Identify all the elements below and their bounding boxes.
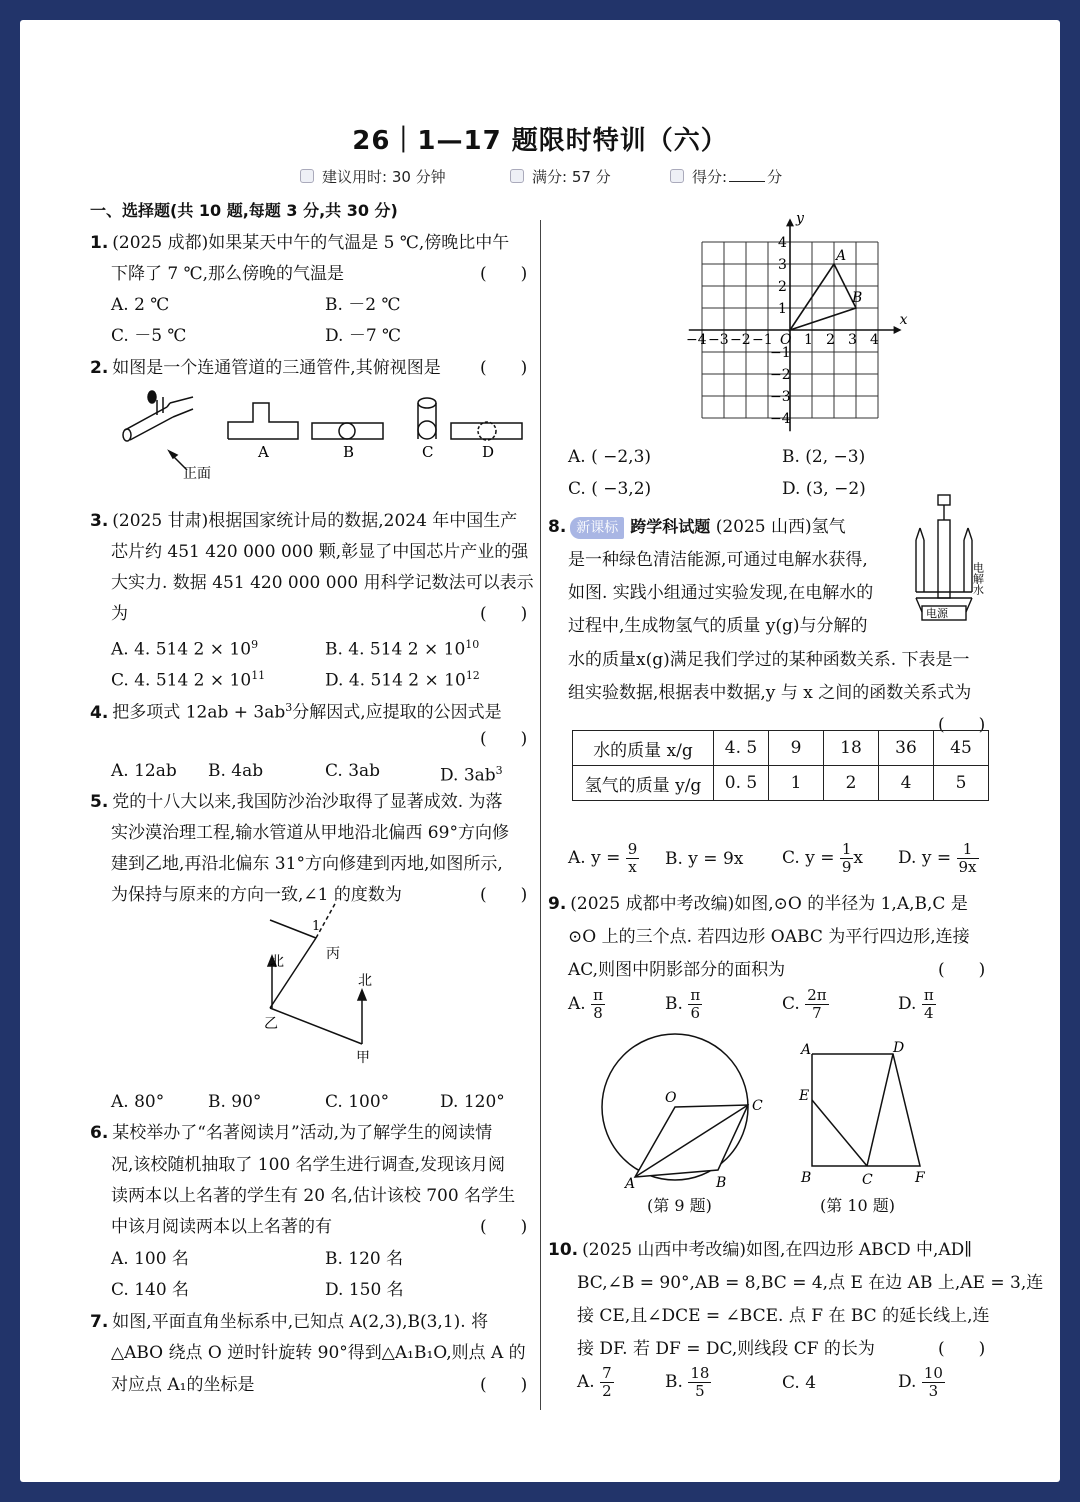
q10-caption: (第 10 题) <box>820 1196 896 1215</box>
frac-denominator: 5 <box>695 1382 705 1400</box>
q4-number: 4. <box>90 702 109 723</box>
q2-option-b-shape[interactable] <box>312 423 383 439</box>
table-cell: 0. 5 <box>714 766 769 801</box>
q5-option-d[interactable]: D. 120° <box>440 1092 505 1112</box>
q4-text-b: 分解因式,应提取的公因式是 <box>292 702 502 723</box>
q5-north-right: 北 <box>358 973 372 989</box>
q8-option-a-frac <box>626 841 640 876</box>
table-cell: 4 <box>879 766 934 801</box>
q6-number: 6. <box>90 1123 109 1143</box>
q5-option-c[interactable]: C. 100° <box>325 1092 390 1112</box>
frac-denominator: x <box>628 858 637 876</box>
q3-line-4: 为 <box>111 604 128 624</box>
q10-label-a: A <box>801 1042 812 1058</box>
frac-denominator: 8 <box>593 1004 603 1022</box>
time-info <box>300 166 446 187</box>
table-cell: 2 <box>824 766 879 801</box>
frac-numerator: 2π <box>807 986 827 1004</box>
frac-denominator: 9x <box>958 858 977 876</box>
q5-north-left: 北 <box>270 954 284 970</box>
q10-line-3: 接 CE,且∠DCE = ∠BCE. 点 F 在 BC 的延长线上,连 <box>577 1306 990 1326</box>
clock-icon <box>300 169 314 183</box>
q4-option-d-text: D. 3ab <box>440 765 496 786</box>
frac-numerator: 9 <box>627 840 638 858</box>
table-cell: 4. 5 <box>714 731 769 766</box>
q9-option-a[interactable] <box>568 984 605 1024</box>
q2-number: 2. <box>90 358 109 378</box>
q1-option-c[interactable]: C. －5 ℃ <box>111 326 187 346</box>
q5-label-jia: 甲 <box>356 1050 370 1066</box>
y-tick-label: −1 <box>770 345 791 361</box>
q5-angle-1: 1 <box>312 919 321 934</box>
q1-option-a[interactable]: A. 2 ℃ <box>111 295 170 315</box>
x-axis-label: x <box>899 312 908 328</box>
y-tick-label: 4 <box>778 235 787 251</box>
x-tick-label: −3 <box>708 332 729 348</box>
q9-line-2: ⊙O 上的三个点. 若四边形 OABC 为平行四边形,连接 <box>568 927 970 947</box>
q7-answer-bracket[interactable]: ( ) <box>480 1375 528 1395</box>
q2-option-a-shape[interactable] <box>228 403 298 439</box>
table-row <box>573 731 989 766</box>
q10-option-d-letter: D. <box>898 1372 917 1392</box>
q10-label-b: B <box>801 1170 812 1186</box>
q7-line-1 <box>90 1311 488 1333</box>
frac-numerator: 1 <box>841 840 852 858</box>
q8-cross-subject-label: 跨学科试题 <box>630 517 711 536</box>
point-b-label: B <box>852 290 863 306</box>
q5-text: 党的十八大以来,我国防沙治沙取得了显著成效. 为落 <box>112 792 503 812</box>
q2-line-1 <box>90 357 441 379</box>
q9-text: (2025 成都中考改编)如图,⊙O 的半径为 1,A,B,C 是 <box>570 894 968 914</box>
q9-line-1 <box>548 893 968 915</box>
q4-option-a[interactable]: A. 12ab <box>111 761 177 781</box>
q2-answer-bracket[interactable]: ( ) <box>480 358 528 378</box>
q7-coordinate-grid <box>665 202 908 434</box>
q8-data-table <box>572 730 989 801</box>
q10-quadrilateral-figure <box>795 1040 940 1192</box>
q3-option-d-text: D. 4. 514 2 × 10 <box>325 670 466 691</box>
q5-line-2: 实沙漠治理工程,输水管道从甲地沿北偏西 69°方向修 <box>111 823 509 843</box>
q8-electrolysis-figure <box>908 490 1000 620</box>
q10-option-a-letter: A. <box>577 1372 595 1392</box>
q3-option-c-exp: 11 <box>251 669 266 682</box>
q9-number: 9. <box>548 894 567 914</box>
q2-text: 如图是一个连通管道的三通管件,其俯视图是 <box>112 358 441 378</box>
q5-direction-figure <box>250 890 400 1065</box>
score-icon <box>510 169 524 183</box>
q8-power-label: 电源 <box>926 607 948 620</box>
q8-option-a[interactable] <box>568 838 639 878</box>
q10-answer-bracket[interactable]: ( ) <box>938 1339 986 1359</box>
q8-source: (2025 山西)氢气 <box>715 517 846 537</box>
q5-option-b[interactable]: B. 90° <box>208 1092 262 1112</box>
q1-line-1 <box>90 232 509 254</box>
q6-text: 某校举办了“名著阅读月”活动,为了解学生的阅读情 <box>112 1123 493 1143</box>
q10-label-e: E <box>799 1088 810 1104</box>
q3-answer-bracket[interactable]: ( ) <box>480 604 528 624</box>
table-cell: 5 <box>934 766 989 801</box>
table-cell: 18 <box>824 731 879 766</box>
frac-numerator: 7 <box>602 1364 612 1382</box>
q1-option-d[interactable]: D. －7 ℃ <box>325 326 402 346</box>
frac-numerator: π <box>593 986 603 1004</box>
q8-option-a-text: A. y = <box>568 848 621 868</box>
q8-option-b[interactable]: B. y = 9x <box>665 849 744 869</box>
section-heading: 一、选择题(共 10 题,每题 3 分,共 30 分) <box>90 201 398 220</box>
q9-label-c: C <box>752 1098 763 1114</box>
q7-option-a[interactable]: A. ( −2,3) <box>568 447 652 467</box>
q9-option-c-frac <box>805 987 828 1022</box>
table-cell: 36 <box>879 731 934 766</box>
q10-option-d-frac <box>922 1365 945 1400</box>
q8-number: 8. <box>548 517 567 537</box>
q3-option-b-exp: 10 <box>465 638 480 651</box>
q10-option-a-frac <box>600 1365 614 1400</box>
q1-option-b[interactable]: B. －2 ℃ <box>325 295 401 315</box>
q8-line-3: 如图. 实践小组通过实验发现,在电解水的 <box>568 583 874 603</box>
q8-line-5: 水的质量x(g)满足我们学过的某种函数关系. 下表是一 <box>568 650 970 670</box>
q8-line-4: 过程中,生成物氢气的质量 y(g)与分解的 <box>568 616 868 636</box>
q4-option-b[interactable]: B. 4ab <box>208 761 264 781</box>
q2-front-label: 正面 <box>183 466 211 482</box>
q5-number: 5. <box>90 792 109 812</box>
frac-denominator: 7 <box>812 1004 822 1022</box>
q5-line-4: 为保持与原来的方向一致,∠1 的度数为 <box>111 885 402 905</box>
x-tick-label: −4 <box>686 332 707 348</box>
q9-line-3: AC,则图中阴影部分的面积为 <box>568 960 786 980</box>
score-blank[interactable] <box>729 181 765 182</box>
q7-line-2: △ABO 绕点 O 逆时针旋转 90°得到△A₁B₁O,则点 A 的 <box>111 1343 526 1363</box>
q9-option-d-letter: D. <box>898 994 917 1014</box>
frac-denominator: 6 <box>690 1004 701 1022</box>
q10-line-4: 接 DF. 若 DF = DC,则线段 CF 的长为 <box>577 1339 875 1359</box>
q9-answer-bracket[interactable]: ( ) <box>938 960 986 980</box>
table-row <box>573 766 989 801</box>
y-axis-arrow <box>786 218 794 226</box>
q1-number: 1. <box>90 233 109 253</box>
q7-option-b[interactable]: B. (2, −3) <box>782 447 866 467</box>
q6-answer-bracket[interactable]: ( ) <box>480 1217 528 1237</box>
q10-option-a[interactable] <box>577 1362 614 1402</box>
q2-option-d-shape[interactable] <box>451 422 522 440</box>
new-curriculum-badge: 新课标 <box>570 517 624 539</box>
q8-option-c-text: C. y = <box>782 848 835 868</box>
q10-label-c: C <box>862 1172 873 1188</box>
frac-denominator: 4 <box>924 1004 934 1022</box>
q2-label-d: D <box>482 443 495 461</box>
q10-number: 10. <box>548 1240 579 1260</box>
q8-line-2: 是一种绿色清洁能源,可通过电解水获得, <box>568 550 868 570</box>
q7-text: 如图,平面直角坐标系中,已知点 A(2,3),B(3,1). 将 <box>112 1312 489 1332</box>
q3-line-1 <box>90 510 517 532</box>
x-tick-label: 2 <box>826 332 835 348</box>
q3-option-d[interactable] <box>325 665 480 692</box>
got-prefix: 得分: <box>692 168 728 186</box>
time-label: 建议用时: 30 分钟 <box>322 168 446 186</box>
q3-option-c[interactable] <box>111 665 265 692</box>
q6-option-a[interactable]: A. 100 名 <box>111 1249 189 1269</box>
q6-line-1 <box>90 1122 492 1144</box>
q10-option-b[interactable] <box>665 1362 711 1402</box>
q3-option-c-text: C. 4. 514 2 × 10 <box>111 670 252 691</box>
q9-option-b-frac <box>688 987 702 1022</box>
frac-numerator: π <box>923 986 934 1004</box>
q2-label-a: A <box>258 443 269 461</box>
x-tick-label: 1 <box>804 332 813 348</box>
q3-option-a-exp: 9 <box>251 638 259 651</box>
q2-label-c: C <box>422 443 434 461</box>
q4-text-a: 把多项式 12ab + 3ab <box>112 702 286 723</box>
q9-label-b: B <box>716 1175 727 1191</box>
q3-text: (2025 甘肃)根据国家统计局的数据,2024 年中国生产 <box>112 511 518 531</box>
point-a-label: A <box>836 248 847 264</box>
q10-option-c[interactable]: C. 4 <box>782 1373 817 1393</box>
q9-circle-figure <box>595 1030 770 1190</box>
q9-label-a: A <box>625 1176 636 1192</box>
q10-option-b-frac <box>688 1365 711 1400</box>
q10-label-d: D <box>893 1040 905 1056</box>
score-label: 满分: 57 分 <box>532 168 611 186</box>
q3-option-a-text: A. 4. 514 2 × 10 <box>111 639 252 660</box>
q6-line-3: 读两本以上名著的学生有 20 名,估计该校 700 名学生 <box>111 1186 516 1206</box>
q4-line-1 <box>90 697 502 724</box>
q10-option-d[interactable] <box>898 1362 945 1402</box>
q2-option-c-shape[interactable] <box>418 398 436 439</box>
q6-option-d[interactable]: D. 150 名 <box>325 1280 404 1300</box>
q2-label-b: B <box>343 443 355 461</box>
x-tick-label: −2 <box>730 332 751 348</box>
q5-answer-bracket[interactable]: ( ) <box>480 885 528 905</box>
q6-option-b[interactable]: B. 120 名 <box>325 1249 404 1269</box>
q9-option-d-frac <box>922 987 936 1022</box>
q3-option-b-text: B. 4. 514 2 × 10 <box>325 639 466 660</box>
q9-option-a-letter: A. <box>568 994 586 1014</box>
q3-option-a[interactable] <box>111 634 258 661</box>
frac-numerator: 10 <box>923 1364 943 1382</box>
x-tick-label: 3 <box>848 332 857 348</box>
q3-line-3: 大实力. 数据 451 420 000 000 用科学记数法可以表示 <box>111 573 534 593</box>
q1-answer-bracket[interactable]: ( ) <box>480 264 528 284</box>
q10-label-f: F <box>915 1170 925 1186</box>
y-tick-label: −3 <box>770 389 791 405</box>
q1-text: (2025 成都)如果某天中午的气温是 5 ℃,傍晚比中午 <box>112 233 510 253</box>
q5-option-a[interactable]: A. 80° <box>111 1092 165 1112</box>
triangle-abo <box>790 264 856 330</box>
q8-line-1 <box>548 516 846 539</box>
frac-numerator: 1 <box>957 841 979 859</box>
q9-option-b[interactable] <box>665 984 702 1024</box>
q7-option-d[interactable]: D. (3, −2) <box>782 479 866 499</box>
q5-label-bing: 丙 <box>326 946 340 962</box>
q10-option-b-letter: B. <box>665 1372 683 1392</box>
y-tick-label: −2 <box>770 367 791 383</box>
origin-label: O <box>780 332 792 348</box>
q10-line-2: BC,∠B = 90°,AB = 8,BC = 4,点 E 在边 AB 上,AE = 3,连 <box>577 1273 1044 1293</box>
q7-option-c[interactable]: C. ( −3,2) <box>568 479 652 499</box>
q6-line-4: 中该月阅读两本以上名著的有 <box>111 1217 332 1237</box>
q9-option-c[interactable] <box>782 984 829 1024</box>
q8-option-c-frac <box>840 841 854 876</box>
q3-number: 3. <box>90 511 109 531</box>
got-suffix: 分 <box>767 168 783 186</box>
q8-option-d-frac <box>957 841 979 876</box>
q8-line-6: 组实验数据,根据表中数据,y 与 x 之间的函数关系式为 <box>568 683 972 703</box>
x-tick-label: 4 <box>870 332 879 348</box>
q1-line-2: 下降了 7 ℃,那么傍晚的气温是 <box>111 264 345 284</box>
q5-line-1 <box>90 791 503 813</box>
page-title: 26｜1—17 题限时特训（六） <box>352 126 728 156</box>
x-tick-label: −1 <box>752 332 773 348</box>
q9-caption: (第 9 题) <box>647 1196 712 1215</box>
y-tick-label: 1 <box>778 301 787 317</box>
q5-line-3: 建到乙地,再沿北偏东 31°方向修建到丙地,如图所示, <box>111 854 503 874</box>
q4-answer-bracket[interactable]: ( ) <box>480 729 528 749</box>
q8-option-c-tail: x <box>853 848 864 868</box>
frac-numerator: π <box>690 986 701 1004</box>
y-axis-label: y <box>796 210 804 227</box>
q7-number: 7. <box>90 1312 109 1332</box>
q4-option-d-exp: 3 <box>495 764 503 777</box>
q6-line-2: 况,该校随机抽取了 100 名学生进行调查,发现该月阅 <box>111 1155 506 1175</box>
table-cell: 1 <box>769 766 824 801</box>
q8-answer-bracket[interactable]: ( ) <box>938 715 986 735</box>
column-divider <box>540 220 541 1410</box>
q9-label-o: O <box>665 1090 677 1106</box>
table-cell: 9 <box>769 731 824 766</box>
q9-option-d[interactable] <box>898 984 936 1024</box>
q3-option-d-exp: 12 <box>465 669 480 682</box>
table-head-water: 水的质量 x/g <box>573 731 714 766</box>
q4-exp: 3 <box>285 701 293 714</box>
frac-denominator: 3 <box>928 1382 939 1400</box>
got-info <box>670 166 782 187</box>
q10-text: (2025 山西中考改编)如图,在四边形 ABCD 中,AD∥ <box>582 1240 973 1260</box>
q4-option-d[interactable] <box>440 760 503 787</box>
q7-line-3: 对应点 A₁的坐标是 <box>111 1375 255 1395</box>
pen-icon <box>670 169 684 183</box>
q9-option-c-letter: C. <box>782 994 800 1014</box>
frac-denominator: 9 <box>841 858 852 876</box>
y-tick-label: 2 <box>778 279 787 295</box>
q6-option-c[interactable]: C. 140 名 <box>111 1280 190 1300</box>
q3-option-b[interactable] <box>325 634 479 661</box>
frac-denominator: 2 <box>602 1382 612 1400</box>
q8-option-d[interactable] <box>898 838 979 878</box>
q10-line-1 <box>548 1239 972 1261</box>
q8-water-label: 电解水 <box>971 562 985 595</box>
y-tick-label: −4 <box>770 411 791 427</box>
frac-numerator: 18 <box>690 1364 710 1382</box>
q5-label-yi: 乙 <box>264 1016 278 1032</box>
table-cell: 45 <box>934 731 989 766</box>
q8-option-d-text: D. y = <box>898 848 952 868</box>
q9-option-b-letter: B. <box>665 994 683 1014</box>
q2-figure <box>115 385 515 480</box>
score-info <box>510 166 611 187</box>
worksheet-page <box>20 20 1060 1482</box>
y-tick-label: 3 <box>778 257 787 273</box>
q9-option-a-frac <box>591 987 605 1022</box>
q3-line-2: 芯片约 451 420 000 000 颗,彰显了中国芯片产业的强 <box>111 542 529 562</box>
q4-option-c[interactable]: C. 3ab <box>325 761 381 781</box>
table-head-hydrogen: 氢气的质量 y/g <box>573 766 714 801</box>
q8-option-c[interactable] <box>782 838 863 878</box>
